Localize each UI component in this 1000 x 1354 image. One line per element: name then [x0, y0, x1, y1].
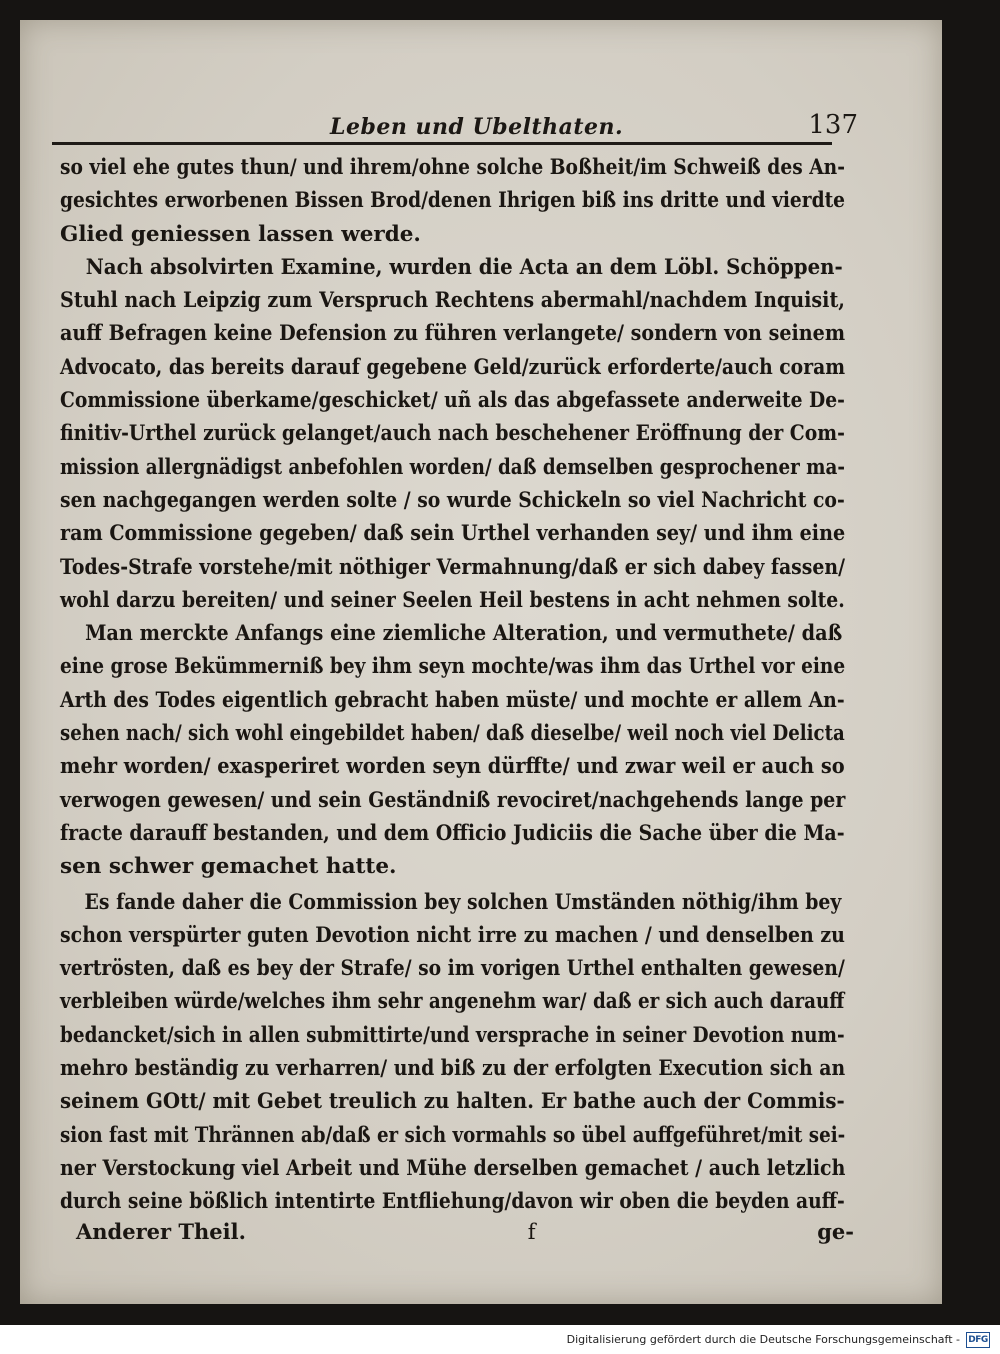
book-page: [20, 20, 942, 1304]
text-line: Nach absolvirten Examine, wurden die Acta an dem Löbl. Schöppen-: [85, 254, 843, 280]
text-line: verwogen gewesen/ und sein Geständniß revociret/nachgehends lange per: [60, 787, 846, 813]
signature-mark: Anderer Theil.: [76, 1218, 246, 1244]
text-line: ram Commissione gegeben/ daß sein Urthel verhanden sey/ und ihm eine: [60, 521, 846, 547]
text-line: eine grose Bekümmerniß bey ihm seyn mochte/was ihm das Urthel vor eine: [60, 654, 846, 680]
credit-bar: [0, 1325, 1000, 1354]
text-line: fracte darauff bestanden, und dem Officio Judiciis die Sache über die Ma-: [60, 820, 845, 846]
text-line: ner Verstockung viel Arbeit und Mühe derselben gemachet / auch letzlich: [60, 1155, 846, 1181]
text-line: sen schwer gemachet hatte.: [60, 854, 397, 880]
text-line: mehr worden/ exasperiret worden seyn dürffte/ und zwar weil er auch so: [60, 754, 845, 780]
text-line: Es fande daher die Commission bey solchen Umständen nöthig/ihm bey: [84, 889, 842, 915]
text-line: durch seine bößlich intentirte Entfliehung/davon wir oben die beyden auff-: [60, 1189, 845, 1215]
text-line: sen nachgegangen werden solte / so wurde Schickeln so viel Nachricht co-: [60, 487, 845, 513]
text-line: mission allergnädigst anbefohlen worden/ daß demselben gesprochener ma-: [60, 454, 845, 480]
text-line: verbleiben würde/welches ihm sehr angenehm war/ daß er sich auch darauff: [60, 989, 845, 1015]
page-header: [60, 100, 860, 140]
running-title: Leben und Ubelthaten.: [330, 114, 624, 140]
text-line: sehen nach/ sich wohl eingebildet haben/ daß dieselbe/ weil noch viel Delicta: [60, 721, 845, 747]
page-footer: [60, 1219, 860, 1244]
text-line: Stuhl nach Leipzig zum Verspruch Rechtens abermahl/nachdem Inquisit,: [60, 288, 845, 314]
body-text: [60, 151, 860, 1219]
text-line: Glied geniessen lassen werde.: [60, 221, 421, 247]
text-line: auff Befragen keine Defension zu führen verlangete/ sondern von seinem: [60, 321, 846, 347]
text-line: Arth des Todes eigentlich gebracht haben müste/ und mochte er allem An-: [60, 687, 845, 713]
header-rule: [52, 142, 832, 145]
text-line: so viel ehe gutes thun/ und ihrem/ohne solche Boßheit/im Schweiß des An-: [60, 155, 845, 180]
dfg-logo-icon: DFG: [966, 1332, 990, 1348]
catchword: ge-: [817, 1218, 854, 1244]
signature-letter: f: [527, 1219, 536, 1244]
text-line: gesichtes erworbenen Bissen Brod/denen Ihrigen biß ins dritte und vierdte: [60, 188, 846, 214]
text-line: Man merckte Anfangs eine ziemliche Alteration, und vermuthete/ daß: [85, 621, 843, 647]
text-line: Commissione überkame/geschicket/ uñ als das abgefassete anderweite De-: [60, 388, 845, 414]
funding-credit: Digitalisierung gefördert durch die Deutsche Forschungsgemeinschaft -: [566, 1333, 960, 1346]
text-line: vertrösten, daß es bey der Strafe/ so im vorigen Urthel enthalten gewesen/: [60, 956, 845, 982]
text-line: bedancket/sich in allen submittirte/und versprache in seiner Devotion num-: [60, 1022, 845, 1048]
text-line: finitiv-Urthel zurück gelanget/auch nach beschehener Eröffnung der Com-: [60, 421, 845, 447]
text-line: sion fast mit Thrännen ab/daß er sich vormahls so übel auffgeführet/mit sei-: [60, 1122, 846, 1148]
text-line: schon verspürter guten Devotion nicht irre zu machen / und denselben zu: [60, 922, 845, 948]
page-content: [60, 100, 860, 1244]
text-line: seinem GOtt/ mit Gebet treulich zu halten. Er bathe auch der Commis-: [60, 1089, 845, 1115]
text-line: wohl darzu bereiten/ und seiner Seelen Heil bestens in acht nehmen solte.: [60, 587, 845, 613]
page-number: 137: [808, 110, 858, 140]
text-line: Todes-Strafe vorstehe/mit nöthiger Vermahnung/daß er sich dabey fassen/: [60, 554, 846, 580]
text-line: Advocato, das bereits darauf gegebene Geld/zurück erforderte/auch coram: [60, 354, 846, 380]
text-line: mehro beständig zu verharren/ und biß zu der erfolgten Execution sich an: [60, 1056, 846, 1082]
